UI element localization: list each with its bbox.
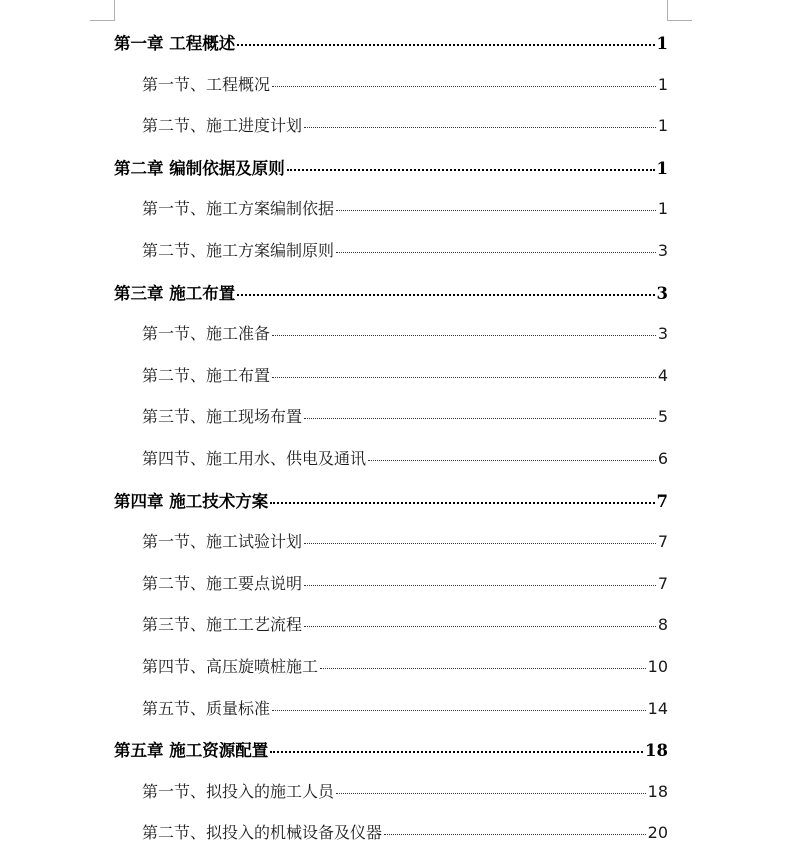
toc-section-3-3[interactable] bbox=[0, 395, 786, 437]
toc-section-2-1[interactable] bbox=[0, 187, 786, 229]
toc-section-3-4[interactable] bbox=[0, 437, 786, 479]
toc-dot-leader bbox=[304, 127, 656, 128]
toc-entry-title: 第一节、施工方案编制依据 bbox=[142, 199, 335, 219]
toc-section-1-2[interactable] bbox=[0, 104, 786, 146]
toc-page-number: 20 bbox=[647, 823, 668, 843]
toc-entry-title: 第三章 施工布置 bbox=[114, 283, 236, 303]
toc-page-number: 6 bbox=[657, 448, 668, 468]
toc-page-number: 3 bbox=[657, 324, 668, 344]
toc-entry-title: 第二节、施工方案编制原则 bbox=[142, 240, 335, 260]
toc-entry-title: 第一节、施工试验计划 bbox=[142, 532, 303, 552]
toc-dot-leader bbox=[237, 294, 654, 296]
toc-dot-leader bbox=[320, 668, 646, 669]
toc-dot-leader bbox=[304, 543, 656, 544]
toc-page-number: 1 bbox=[657, 116, 668, 136]
toc-dot-leader bbox=[287, 169, 655, 171]
toc-page-number: 8 bbox=[657, 615, 668, 635]
toc-dot-leader bbox=[270, 502, 654, 504]
toc-page-number: 7 bbox=[657, 532, 668, 552]
toc-page-number: 5 bbox=[657, 407, 668, 427]
toc-page-number: 7 bbox=[657, 573, 668, 593]
toc-page-number: 1 bbox=[656, 158, 668, 178]
toc-dot-leader bbox=[384, 834, 646, 835]
toc-chapter-3[interactable] bbox=[0, 271, 786, 313]
toc-section-3-2[interactable] bbox=[0, 354, 786, 396]
toc-section-4-5[interactable] bbox=[0, 687, 786, 729]
toc-page-number: 4 bbox=[657, 365, 668, 385]
toc-chapter-1[interactable] bbox=[0, 21, 786, 63]
toc-section-3-1[interactable] bbox=[0, 312, 786, 354]
toc-section-5-2[interactable] bbox=[0, 811, 786, 853]
toc-chapter-4[interactable] bbox=[0, 479, 786, 521]
toc-entry-title: 第四章 施工技术方案 bbox=[114, 491, 269, 511]
toc-page-number: 1 bbox=[656, 34, 668, 53]
toc-section-4-1[interactable] bbox=[0, 520, 786, 562]
crop-mark-top-right bbox=[667, 0, 692, 21]
toc-dot-leader bbox=[368, 460, 656, 461]
toc-dot-leader bbox=[336, 252, 656, 253]
toc-section-2-2[interactable] bbox=[0, 229, 786, 271]
toc-entry-title: 第一章 工程概述 bbox=[114, 34, 236, 53]
toc-dot-leader bbox=[237, 44, 654, 46]
toc-chapter-2[interactable] bbox=[0, 146, 786, 188]
toc-page-number: 14 bbox=[647, 698, 668, 718]
crop-mark-top-left bbox=[90, 0, 115, 21]
toc-dot-leader bbox=[270, 751, 643, 753]
toc-section-4-4[interactable] bbox=[0, 645, 786, 687]
toc-page-number: 18 bbox=[647, 781, 668, 801]
toc-entry-title: 第四节、施工用水、供电及通讯 bbox=[142, 448, 367, 468]
toc-page-number: 3 bbox=[656, 283, 668, 303]
toc-dot-leader bbox=[304, 626, 656, 627]
toc-dot-leader bbox=[272, 377, 656, 378]
toc-entry-title: 第一节、工程概况 bbox=[142, 74, 271, 94]
toc-entry-title: 第一节、施工准备 bbox=[142, 324, 271, 344]
toc-entry-title: 第二节、施工布置 bbox=[142, 365, 271, 385]
toc-dot-leader bbox=[272, 86, 656, 87]
toc-dot-leader bbox=[272, 335, 656, 336]
toc-page-number: 1 bbox=[657, 199, 668, 219]
toc-entry-title: 第二节、施工要点说明 bbox=[142, 573, 303, 593]
toc-entry-title: 第三节、施工工艺流程 bbox=[142, 615, 303, 635]
toc-dot-leader bbox=[304, 585, 656, 586]
toc-entry-title: 第三节、施工现场布置 bbox=[142, 407, 303, 427]
toc-dot-leader bbox=[336, 793, 646, 794]
toc-entry-title: 第二章 编制依据及原则 bbox=[114, 158, 285, 178]
toc-page-number: 3 bbox=[657, 240, 668, 260]
table-of-contents bbox=[0, 21, 786, 853]
toc-section-1-1[interactable] bbox=[0, 63, 786, 105]
toc-page-number: 10 bbox=[647, 656, 668, 676]
toc-section-4-3[interactable] bbox=[0, 603, 786, 645]
toc-chapter-5[interactable] bbox=[0, 728, 786, 770]
toc-entry-title: 第二节、拟投入的机械设备及仪器 bbox=[142, 823, 383, 843]
toc-page-number: 7 bbox=[656, 491, 668, 511]
toc-entry-title: 第五章 施工资源配置 bbox=[114, 741, 269, 761]
toc-dot-leader bbox=[336, 210, 656, 211]
toc-dot-leader bbox=[272, 710, 646, 711]
toc-entry-title: 第一节、拟投入的施工人员 bbox=[142, 781, 335, 801]
toc-entry-title: 第四节、高压旋喷桩施工 bbox=[142, 656, 319, 676]
toc-entry-title: 第二节、施工进度计划 bbox=[142, 116, 303, 136]
toc-page-number: 1 bbox=[657, 74, 668, 94]
toc-dot-leader bbox=[304, 418, 656, 419]
toc-entry-title: 第五节、质量标准 bbox=[142, 698, 271, 718]
toc-section-4-2[interactable] bbox=[0, 562, 786, 604]
toc-section-5-1[interactable] bbox=[0, 770, 786, 812]
toc-page-number: 18 bbox=[645, 741, 668, 761]
